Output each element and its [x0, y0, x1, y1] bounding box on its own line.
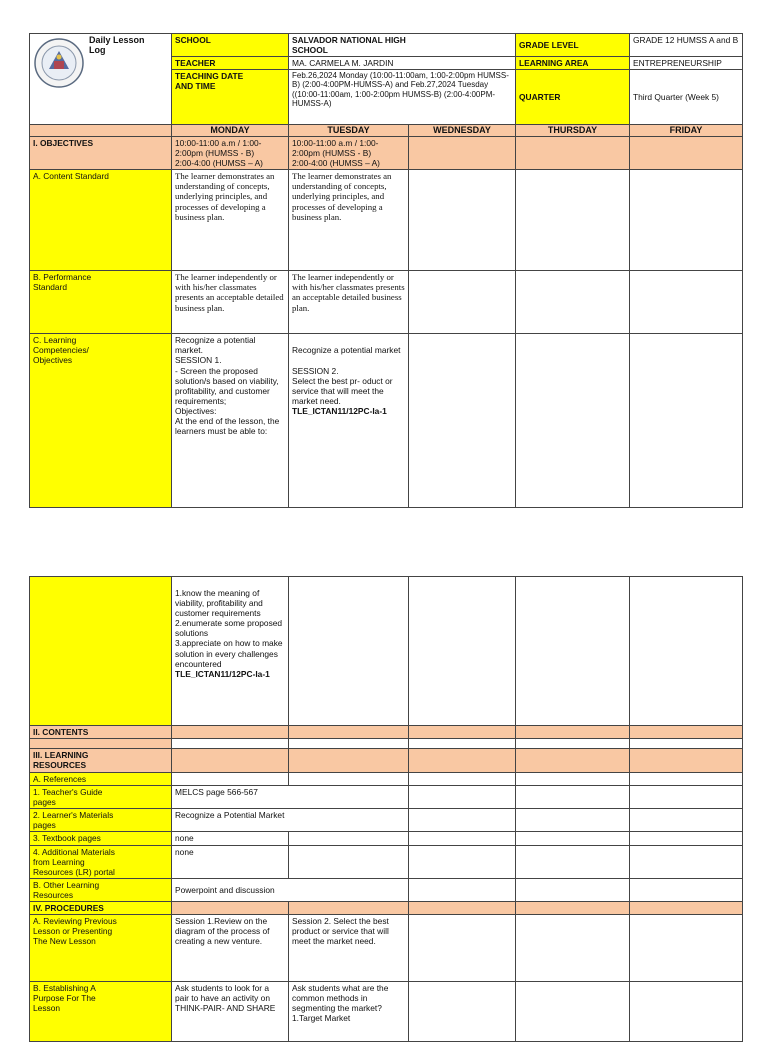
establishing-purpose-monday: Ask students to look for a pair to have an activity on THINK-PAIR- AND SHARE: [172, 982, 289, 1042]
competencies-tuesday-code: TLE_ICTAN11/12PC-Ia-1: [292, 405, 387, 416]
contents-label: II. CONTENTS: [30, 726, 172, 739]
learning-area-label: LEARNING AREA: [516, 57, 630, 70]
teachers-guide-label: 1. Teacher's Guide pages: [30, 786, 172, 809]
competencies-tuesday-cell: [289, 334, 409, 508]
objectives-list: 1.know the meaning of viability, profitability and customer requirements 2.enumerate some proposed solutions 3.appreciate on how to make solution in every challenges encountered: [175, 588, 283, 669]
grade-level-value: GRADE 12 HUMSS A and B: [630, 34, 743, 57]
content-standard-monday: The learner demonstrates an understanding of concepts, underlying principles, and processes of developing a business plan.: [172, 170, 289, 271]
school-value: SALVADOR NATIONAL HIGH SCHOOL: [289, 34, 516, 57]
day-header-blank: [30, 125, 172, 137]
learners-materials-label: 2. Learner's Materials pages: [30, 809, 172, 832]
day-header-friday: FRIDAY: [630, 125, 743, 137]
textbook-value: none: [172, 832, 289, 845]
teaching-date-label: TEACHING DATE AND TIME: [172, 70, 289, 125]
objectives-continued-label: [30, 577, 172, 726]
objectives-label: I. OBJECTIVES: [30, 137, 172, 170]
document-page-2: [0, 576, 768, 1024]
day-header-thursday: THURSDAY: [516, 125, 630, 137]
competencies-tuesday: Recognize a potential market SESSION 2. Select the best pr- oduct or service that will meet the market need.: [292, 345, 401, 406]
objectives-tuesday-time: 10:00-11:00 a.m / 1:00-2:00pm (HUMSS - B) 2:00-4:00 (HUMSS – A): [289, 137, 409, 170]
content-standard-label: A. Content Standard: [30, 170, 172, 271]
teacher-value: MA. CARMELA M. JARDIN: [289, 57, 516, 70]
competencies-label: C. Learning Competencies/ Objectives: [30, 334, 172, 508]
teacher-label: TEACHER: [172, 57, 289, 70]
day-header-wednesday: WEDNESDAY: [409, 125, 516, 137]
reviewing-lesson-tuesday: Session 2. Select the best product or service that will meet the market need.: [289, 915, 409, 982]
objectives-monday-time: 10:00-11:00 a.m / 1:00-2:00pm (HUMSS - B) 2:00-4:00 (HUMSS – A): [172, 137, 289, 170]
other-resources-label: B. Other Learning Resources: [30, 878, 172, 901]
performance-standard-label: B. Performance Standard: [30, 271, 172, 334]
additional-materials-label: 4. Additional Materials from Learning Resources (LR) portal: [30, 845, 172, 878]
day-header-monday: MONDAY: [172, 125, 289, 137]
learners-materials-value: Recognize a Potential Market: [172, 809, 409, 832]
references-label: A. References: [30, 773, 172, 786]
reviewing-lesson-monday: Session 1.Review on the diagram of the process of creating a new venture.: [172, 915, 289, 982]
other-resources-value: Powerpoint and discussion: [172, 878, 409, 901]
objectives-code: TLE_ICTAN11/12PC-Ia-1: [175, 668, 270, 679]
textbook-label: 3. Textbook pages: [30, 832, 172, 845]
competencies-monday: Recognize a potential market. SESSION 1. - Screen the proposed solution/s based on viability, profitability, and customer requirements; Objectives: At the end of the lesson, the learners must be able to:: [172, 334, 289, 508]
content-standard-tuesday: The learner demonstrates an understanding of concepts, underlying principles, and processes of developing a business plan.: [289, 170, 409, 271]
school-label: SCHOOL: [172, 34, 289, 57]
performance-standard-monday: The learner independently or with his/her classmates presents an acceptable detailed business plan.: [172, 271, 289, 334]
quarter-label: QUARTER: [516, 70, 630, 125]
procedures-label: IV. PROCEDURES: [30, 901, 172, 914]
learning-area-value: ENTREPRENEURSHIP: [630, 57, 743, 70]
objectives-list-cell: [172, 577, 289, 726]
logo-and-title-cell: [30, 34, 172, 125]
learning-resources-label: III. LEARNING RESOURCES: [30, 749, 172, 773]
establishing-purpose-label: B. Establishing A Purpose For The Lesson: [30, 982, 172, 1042]
performance-standard-tuesday: The learner independently or with his/her classmates presents an acceptable detailed business plan.: [289, 271, 409, 334]
establishing-purpose-tuesday: Ask students what are the common methods in segmenting the market? 1.Target Market: [289, 982, 409, 1042]
document-title: Daily Lesson Log: [89, 35, 145, 55]
day-header-tuesday: TUESDAY: [289, 125, 409, 137]
additional-materials-value: none: [172, 845, 289, 878]
reviewing-lesson-label: A. Reviewing Previous Lesson or Presenting The New Lesson: [30, 915, 172, 982]
teaching-date-value: Feb.26,2024 Monday (10:00-11:00am, 1:00-2:00pm HUMSS-B) (2:00-4:00PM-HUMSS-A) and Feb.27,2024 Tuesday ((10:00-11:00am, 1:00-2:00pm HUMSS-B) (2:00-4:00PM-HUMSS-A): [289, 70, 516, 125]
teachers-guide-value: MELCS page 566-567: [172, 786, 409, 809]
quarter-value: Third Quarter (Week 5): [630, 70, 743, 125]
grade-level-label: GRADE LEVEL: [516, 34, 630, 57]
page-gap: [0, 532, 768, 576]
deped-seal-icon: [33, 37, 85, 89]
header-table: [29, 33, 743, 508]
continuation-table: [29, 576, 743, 1042]
